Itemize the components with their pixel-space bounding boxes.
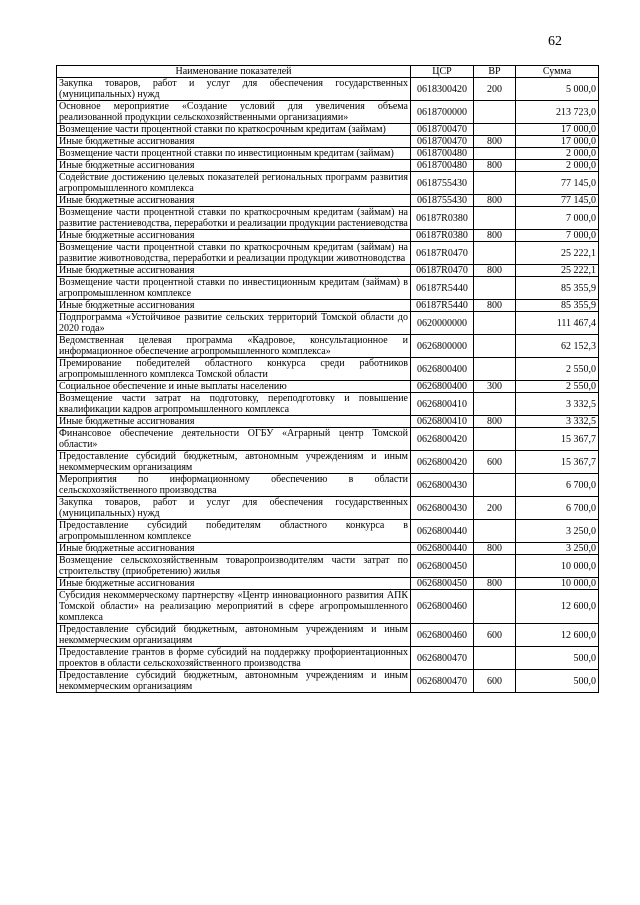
table-row xyxy=(57,124,599,136)
row-code-cell: 0626800440 xyxy=(411,543,474,555)
header-sum: Сумма xyxy=(516,66,599,78)
table-row xyxy=(57,242,599,265)
row-name-cell: Иные бюджетные ассигнования xyxy=(57,578,411,590)
row-sum-cell: 15 367,7 xyxy=(516,451,599,474)
table-row xyxy=(57,148,599,160)
table-row xyxy=(57,428,599,451)
row-name-cell: Возмещение части процентной ставки по инвестиционным кредитам (займам) xyxy=(57,148,411,160)
row-code-cell: 0626800430 xyxy=(411,497,474,520)
row-sum-cell: 6 700,0 xyxy=(516,497,599,520)
row-vr-cell xyxy=(474,101,516,124)
row-vr-cell xyxy=(474,148,516,160)
row-name-cell: Иные бюджетные ассигнования xyxy=(57,136,411,148)
row-sum-cell: 2 000,0 xyxy=(516,148,599,160)
table-row xyxy=(57,670,599,693)
row-sum-cell: 15 367,7 xyxy=(516,428,599,451)
row-sum-cell: 7 000,0 xyxy=(516,230,599,242)
row-vr-cell: 800 xyxy=(474,300,516,312)
table-body xyxy=(57,78,599,693)
row-name-cell: Закупка товаров, работ и услуг для обеспечения государственных (муниципальных) нужд xyxy=(57,78,411,101)
row-name-cell: Предоставление субсидий бюджетным, автономным учреждениям и иным некоммерческим организациям xyxy=(57,451,411,474)
row-vr-cell: 200 xyxy=(474,497,516,520)
table-row xyxy=(57,416,599,428)
header-vr: ВР xyxy=(474,66,516,78)
row-name-cell: Ведомственная целевая программа «Кадровое, консультационное и информационное обеспечение агропромышленного комплекса» xyxy=(57,335,411,358)
row-vr-cell xyxy=(474,520,516,543)
header-code: ЦСР xyxy=(411,66,474,78)
row-name-cell: Финансовое обеспечение деятельности ОГБУ «Аграрный центр Томской области» xyxy=(57,428,411,451)
row-code-cell: 0618755430 xyxy=(411,195,474,207)
table-row xyxy=(57,136,599,148)
row-code-cell: 06187R0470 xyxy=(411,242,474,265)
row-code-cell: 0626800400 xyxy=(411,358,474,381)
row-sum-cell: 25 222,1 xyxy=(516,265,599,277)
row-name-cell: Возмещение части процентной ставки по краткосрочным кредитам (займам) на развитие животноводства, переработки и реализации продукции животноводства xyxy=(57,242,411,265)
table-row xyxy=(57,230,599,242)
row-name-cell: Мероприятия по информационному обеспечению в области сельскохозяйственного производства xyxy=(57,474,411,497)
row-sum-cell: 17 000,0 xyxy=(516,124,599,136)
row-sum-cell: 3 332,5 xyxy=(516,416,599,428)
row-code-cell: 0618700480 xyxy=(411,148,474,160)
row-vr-cell xyxy=(474,474,516,497)
row-code-cell: 0626800410 xyxy=(411,393,474,416)
row-code-cell: 0618300420 xyxy=(411,78,474,101)
row-name-cell: Иные бюджетные ассигнования xyxy=(57,300,411,312)
row-name-cell: Возмещение части процентной ставки по краткосрочным кредитам (займам) на развитие растениеводства, переработки и реализации продукции растениеводства xyxy=(57,207,411,230)
row-code-cell: 0626800460 xyxy=(411,624,474,647)
row-vr-cell xyxy=(474,590,516,624)
row-name-cell: Возмещение части процентной ставки по краткосрочным кредитам (займам) xyxy=(57,124,411,136)
row-name-cell: Закупка товаров, работ и услуг для обеспечения государственных (муниципальных) нужд xyxy=(57,497,411,520)
row-vr-cell: 600 xyxy=(474,451,516,474)
row-sum-cell: 213 723,0 xyxy=(516,101,599,124)
row-name-cell: Возмещение части затрат на подготовку, переподготовку и повышение квалификации кадров агропромышленного комплекса xyxy=(57,393,411,416)
row-sum-cell: 6 700,0 xyxy=(516,474,599,497)
table-row xyxy=(57,265,599,277)
row-vr-cell: 800 xyxy=(474,230,516,242)
row-sum-cell: 12 600,0 xyxy=(516,624,599,647)
table-row xyxy=(57,543,599,555)
row-sum-cell: 85 355,9 xyxy=(516,277,599,300)
row-sum-cell: 500,0 xyxy=(516,647,599,670)
row-vr-cell: 600 xyxy=(474,670,516,693)
row-sum-cell: 25 222,1 xyxy=(516,242,599,265)
table-row xyxy=(57,624,599,647)
row-code-cell: 0626800420 xyxy=(411,451,474,474)
row-sum-cell: 17 000,0 xyxy=(516,136,599,148)
row-sum-cell: 10 000,0 xyxy=(516,555,599,578)
row-name-cell: Содействие достижению целевых показателей региональных программ развития агропромышленного комплекса xyxy=(57,172,411,195)
row-vr-cell xyxy=(474,647,516,670)
row-code-cell: 06187R5440 xyxy=(411,300,474,312)
table-row xyxy=(57,590,599,624)
row-vr-cell xyxy=(474,124,516,136)
row-name-cell: Иные бюджетные ассигнования xyxy=(57,543,411,555)
row-name-cell: Иные бюджетные ассигнования xyxy=(57,265,411,277)
row-name-cell: Предоставление субсидий бюджетным, автономным учреждениям и иным некоммерческим организациям xyxy=(57,670,411,693)
row-code-cell: 0626800450 xyxy=(411,555,474,578)
row-sum-cell: 77 145,0 xyxy=(516,172,599,195)
row-sum-cell: 5 000,0 xyxy=(516,78,599,101)
table-row xyxy=(57,277,599,300)
table-row xyxy=(57,647,599,670)
row-code-cell: 0626800420 xyxy=(411,428,474,451)
row-code-cell: 0626800470 xyxy=(411,647,474,670)
table-row xyxy=(57,101,599,124)
table-row xyxy=(57,335,599,358)
table-row xyxy=(57,381,599,393)
row-code-cell: 0618700470 xyxy=(411,136,474,148)
row-vr-cell: 200 xyxy=(474,78,516,101)
row-name-cell: Иные бюджетные ассигнования xyxy=(57,195,411,207)
table-row xyxy=(57,207,599,230)
row-code-cell: 06187R0380 xyxy=(411,207,474,230)
row-vr-cell: 800 xyxy=(474,195,516,207)
row-sum-cell: 500,0 xyxy=(516,670,599,693)
row-sum-cell: 111 467,4 xyxy=(516,312,599,335)
row-code-cell: 0626800430 xyxy=(411,474,474,497)
row-sum-cell: 3 250,0 xyxy=(516,543,599,555)
table-row xyxy=(57,520,599,543)
row-code-cell: 0618700000 xyxy=(411,101,474,124)
row-vr-cell: 800 xyxy=(474,160,516,172)
row-vr-cell xyxy=(474,172,516,195)
row-sum-cell: 10 000,0 xyxy=(516,578,599,590)
row-sum-cell: 2 550,0 xyxy=(516,358,599,381)
table-row xyxy=(57,451,599,474)
row-sum-cell: 3 250,0 xyxy=(516,520,599,543)
row-name-cell: Предоставление субсидий бюджетным, автономным учреждениям и иным некоммерческим организациям xyxy=(57,624,411,647)
row-code-cell: 0626800470 xyxy=(411,670,474,693)
row-vr-cell xyxy=(474,555,516,578)
row-code-cell: 06187R5440 xyxy=(411,277,474,300)
row-sum-cell: 62 152,3 xyxy=(516,335,599,358)
row-sum-cell: 3 332,5 xyxy=(516,393,599,416)
row-vr-cell: 800 xyxy=(474,416,516,428)
row-name-cell: Премирование победителей областного конкурса среди работников агропромышленного комплекса Томской области xyxy=(57,358,411,381)
row-sum-cell: 2 000,0 xyxy=(516,160,599,172)
row-name-cell: Возмещение сельскохозяйственным товаропроизводителям части затрат по строительству (приобретению) жилья xyxy=(57,555,411,578)
table-row xyxy=(57,393,599,416)
row-vr-cell xyxy=(474,312,516,335)
table-row xyxy=(57,555,599,578)
row-sum-cell: 2 550,0 xyxy=(516,381,599,393)
row-name-cell: Предоставление грантов в форме субсидий на поддержку профориентационных проектов в области сельскохозяйственного производства xyxy=(57,647,411,670)
row-sum-cell: 12 600,0 xyxy=(516,590,599,624)
table-row xyxy=(57,195,599,207)
row-code-cell: 0626800400 xyxy=(411,381,474,393)
table-row xyxy=(57,160,599,172)
table-row xyxy=(57,300,599,312)
row-code-cell: 0618700480 xyxy=(411,160,474,172)
table-row xyxy=(57,78,599,101)
row-vr-cell xyxy=(474,207,516,230)
table-row xyxy=(57,578,599,590)
row-code-cell: 0626800460 xyxy=(411,590,474,624)
row-vr-cell xyxy=(474,393,516,416)
row-vr-cell xyxy=(474,358,516,381)
row-code-cell: 0620000000 xyxy=(411,312,474,335)
row-name-cell: Социальное обеспечение и иные выплаты населению xyxy=(57,381,411,393)
table-row xyxy=(57,497,599,520)
row-name-cell: Иные бюджетные ассигнования xyxy=(57,160,411,172)
row-vr-cell: 800 xyxy=(474,265,516,277)
row-vr-cell: 800 xyxy=(474,578,516,590)
budget-table xyxy=(56,65,599,693)
row-code-cell: 0626800000 xyxy=(411,335,474,358)
row-name-cell: Предоставление субсидий победителям областного конкурса в агропромышленном комплексе xyxy=(57,520,411,543)
row-name-cell: Основное мероприятие «Создание условий для увеличения объема реализованной продукции сельскохозяйственными организациями» xyxy=(57,101,411,124)
row-vr-cell xyxy=(474,242,516,265)
row-vr-cell: 300 xyxy=(474,381,516,393)
row-vr-cell: 800 xyxy=(474,543,516,555)
row-sum-cell: 77 145,0 xyxy=(516,195,599,207)
row-name-cell: Субсидия некоммерческому партнерству «Центр инновационного развития АПК Томской области» на реализацию мероприятий в сфере агропромышленного комплекса xyxy=(57,590,411,624)
table-header-row xyxy=(57,66,599,78)
row-vr-cell: 800 xyxy=(474,136,516,148)
row-code-cell: 0626800410 xyxy=(411,416,474,428)
table-row xyxy=(57,312,599,335)
page-number: 62 xyxy=(548,34,562,49)
row-vr-cell xyxy=(474,428,516,451)
row-code-cell: 0618755430 xyxy=(411,172,474,195)
row-code-cell: 0626800440 xyxy=(411,520,474,543)
table-row xyxy=(57,172,599,195)
table-row xyxy=(57,358,599,381)
row-name-cell: Иные бюджетные ассигнования xyxy=(57,230,411,242)
row-code-cell: 06187R0470 xyxy=(411,265,474,277)
row-sum-cell: 7 000,0 xyxy=(516,207,599,230)
row-code-cell: 0626800450 xyxy=(411,578,474,590)
table-row xyxy=(57,474,599,497)
header-name: Наименование показателей xyxy=(57,66,411,78)
row-vr-cell xyxy=(474,277,516,300)
row-name-cell: Иные бюджетные ассигнования xyxy=(57,416,411,428)
row-name-cell: Подпрограмма «Устойчивое развитие сельских территорий Томской области до 2020 года» xyxy=(57,312,411,335)
row-code-cell: 0618700470 xyxy=(411,124,474,136)
row-sum-cell: 85 355,9 xyxy=(516,300,599,312)
row-code-cell: 06187R0380 xyxy=(411,230,474,242)
row-name-cell: Возмещение части процентной ставки по инвестиционным кредитам (займам) в агропромышленном комплексе xyxy=(57,277,411,300)
row-vr-cell: 600 xyxy=(474,624,516,647)
row-vr-cell xyxy=(474,335,516,358)
